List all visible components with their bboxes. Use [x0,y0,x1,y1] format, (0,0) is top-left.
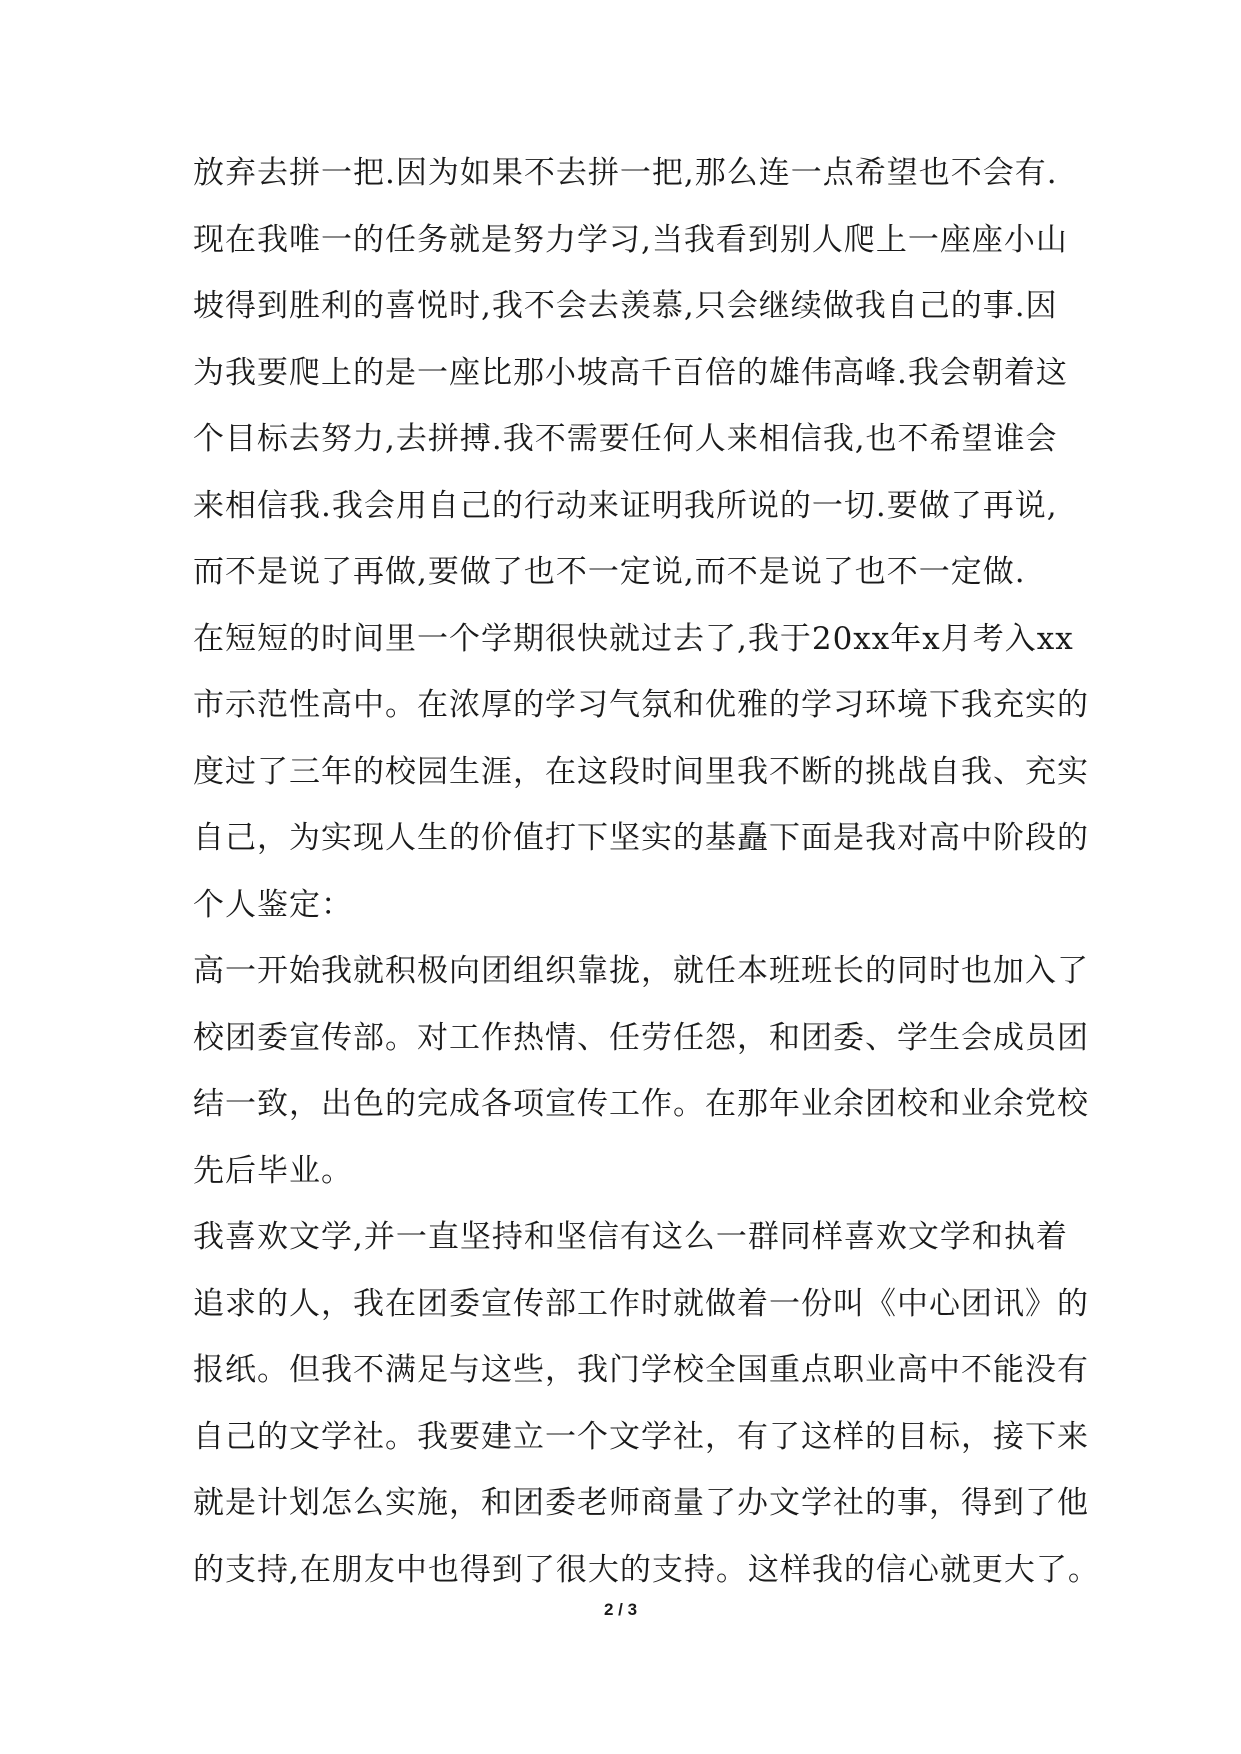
text-line: 校团委宣传部。对工作热情、任劳任怨，和团委、学生会成员团 [193,1019,1089,1056]
text-line: 的支持,在朋友中也得到了很大的支持。这样我的信心就更大了。 [193,1551,1100,1588]
text-line: 先后毕业。 [193,1152,353,1189]
text-line: 坡得到胜利的喜悦时,我不会去羡慕,只会继续做我自己的事.因 [193,288,1058,324]
body-text [193,140,1100,1603]
text-line: 追求的人，我在团委宣传部工作时就做着一份叫《中心团讯》的 [193,1285,1089,1322]
text-line: 个人鉴定： [193,886,353,923]
text-line: 来相信我.我会用自己的行动来证明我所说的一切.要做了再说, [193,487,1058,524]
text-line: 就是计划怎么实施，和团委老师商量了办文学社的事，得到了他 [193,1485,1089,1521]
text-line: 放弃去拼一把.因为如果不去拼一把,那么连一点希望也不会有. [193,155,1058,191]
text-line: 个目标去努力,去拼搏.我不需要任何人来相信我,也不希望谁会 [193,421,1058,457]
text-line: 而不是说了再做,要做了也不一定说,而不是说了也不一定做. [193,554,1026,590]
text-line: 高一开始我就积极向团组织靠拢，就任本班班长的同时也加入了 [193,953,1089,989]
text-line: 自己，为实现人生的价值打下坚实的基矗下面是我对高中阶段的 [193,820,1089,856]
text-line: 结一致，出色的完成各项宣传工作。在那年业余团校和业余党校 [193,1086,1089,1122]
text-line: 在短短的时间里一个学期很快就过去了,我于20xx年x月考入xx [193,620,1074,657]
text-line: 现在我唯一的任务就是努力学习,当我看到别人爬上一座座小山 [193,221,1068,258]
text-line: 为我要爬上的是一座比那小坡高千百倍的雄伟高峰.我会朝着这 [193,354,1068,391]
text-line: 度过了三年的校园生涯，在这段时间里我不断的挑战自我、充实 [193,753,1089,790]
page-number: 2 / 3 [603,1600,638,1619]
text-line: 我喜欢文学,并一直坚持和坚信有这么一群同样喜欢文学和执着 [193,1219,1068,1255]
text-line: 报纸。但我不满足与这些，我门学校全国重点职业高中不能没有 [193,1352,1089,1388]
text-line: 自己的文学社。我要建立一个文学社，有了这样的目标，接下来 [193,1418,1089,1455]
text-line: 市示范性高中。在浓厚的学习气氛和优雅的学习环境下我充实的 [193,687,1089,723]
